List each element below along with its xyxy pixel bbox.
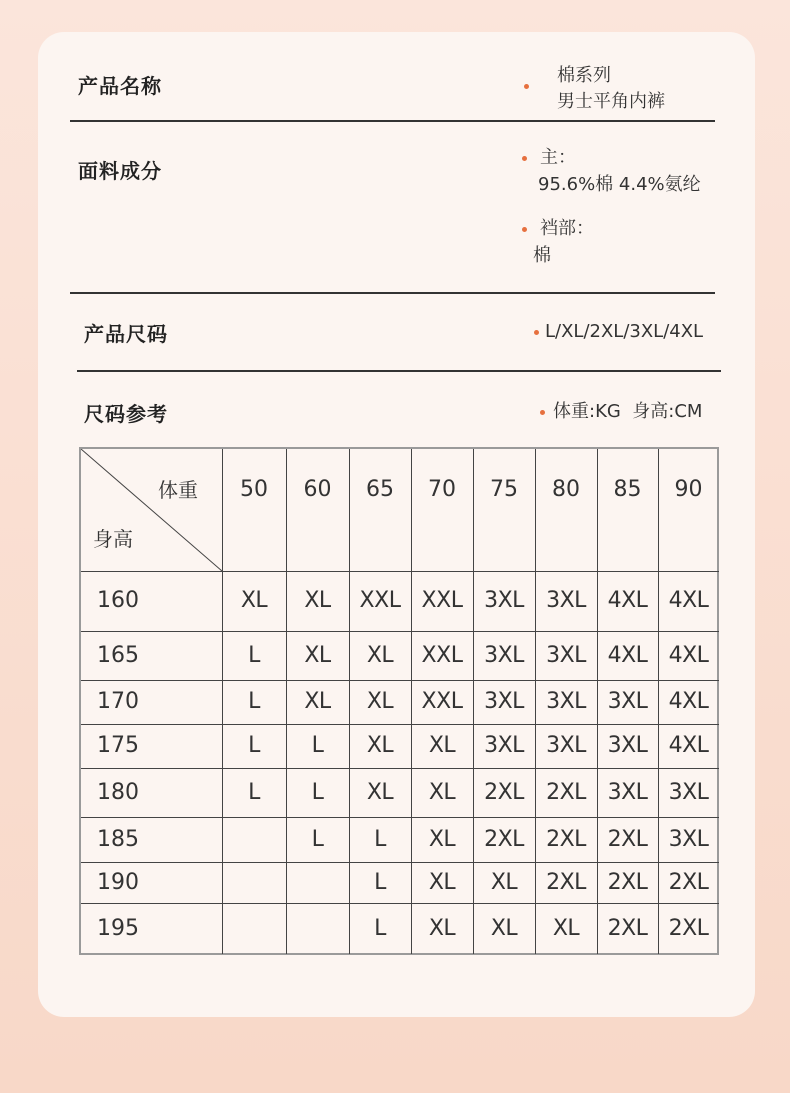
weight-header: 70 xyxy=(428,477,456,502)
size-label: 产品尺码 xyxy=(84,322,168,346)
size-cell: XL xyxy=(366,779,394,805)
size-cell: 3XL xyxy=(484,689,524,714)
size-cell: L xyxy=(311,779,324,805)
height-row-header: 190 xyxy=(97,869,139,895)
fabric-label: 面料成分 xyxy=(78,159,162,183)
size-cell: XL xyxy=(240,588,268,613)
table-row-divider xyxy=(81,768,719,769)
size-value: L/XL/2XL/3XL/4XL xyxy=(545,321,704,342)
size-cell: XL xyxy=(428,733,456,758)
table-row-divider xyxy=(81,903,719,904)
size-cell: 4XL xyxy=(607,588,648,613)
weight-header: 85 xyxy=(613,477,642,502)
weight-header: 65 xyxy=(366,477,394,502)
size-cell: 2XL xyxy=(607,915,648,941)
divider xyxy=(70,292,715,294)
size-cell: XL xyxy=(304,689,331,714)
bullet-icon xyxy=(540,410,545,415)
size-cell: XL xyxy=(304,642,331,668)
corner-weight-label: 体重 xyxy=(158,478,198,502)
size-cell: 3XL xyxy=(607,779,648,805)
size-cell: XL xyxy=(490,915,518,941)
height-row-header: 175 xyxy=(97,733,139,758)
divider xyxy=(70,120,715,122)
size-cell: 3XL xyxy=(546,733,586,758)
size-cell: 4XL xyxy=(668,733,709,758)
size-cell: XL xyxy=(304,588,331,613)
fabric-crotch-title: 裆部： xyxy=(540,218,594,239)
size-cell: L xyxy=(311,733,324,758)
weight-header: 80 xyxy=(552,477,580,502)
size-ref-label: 尺码参考 xyxy=(84,402,168,426)
height-row-header: 185 xyxy=(97,826,139,852)
product-name-line-1: 棉系列 xyxy=(557,65,611,86)
size-cell: 3XL xyxy=(607,733,648,758)
size-cell: XL xyxy=(366,689,394,714)
size-cell: 2XL xyxy=(607,826,648,852)
table-row-divider xyxy=(81,862,719,863)
size-cell: 3XL xyxy=(484,642,524,668)
bullet-icon xyxy=(522,156,527,161)
fabric-crotch-value: 棉 xyxy=(533,245,551,266)
height-row-header: 195 xyxy=(97,915,139,941)
height-row-header: 170 xyxy=(97,689,139,714)
table-row-divider xyxy=(81,680,719,681)
fabric-main-value: 95.6%棉 4.4%氨纶 xyxy=(538,174,701,195)
size-cell: XXL xyxy=(421,689,463,714)
size-cell: 2XL xyxy=(668,869,709,895)
size-cell: L xyxy=(248,779,260,805)
size-cell: 4XL xyxy=(668,642,709,668)
size-cell: 2XL xyxy=(484,779,524,805)
size-cell: XL xyxy=(366,642,394,668)
size-cell: 3XL xyxy=(546,642,586,668)
weight-header: 50 xyxy=(240,477,268,502)
size-cell: 4XL xyxy=(668,588,709,613)
size-cell: L xyxy=(374,915,386,941)
size-cell: XXL xyxy=(421,588,463,613)
size-cell: 3XL xyxy=(668,779,709,805)
size-cell: XL xyxy=(428,869,456,895)
weight-header: 90 xyxy=(674,477,703,502)
size-cell: 2XL xyxy=(546,869,586,895)
size-cell: XL xyxy=(490,869,518,895)
fabric-main-title: 主： xyxy=(540,147,576,168)
table-row-divider xyxy=(81,571,719,572)
height-row-header: 165 xyxy=(97,642,139,668)
size-cell: XL xyxy=(366,733,394,758)
size-cell: XL xyxy=(428,779,456,805)
size-cell: 4XL xyxy=(607,642,648,668)
corner-height-label: 身高 xyxy=(93,527,133,551)
size-cell: L xyxy=(374,869,386,895)
product-name-line-2: 男士平角内裤 xyxy=(557,91,665,112)
size-cell: XL xyxy=(428,826,456,852)
divider xyxy=(77,370,721,372)
size-cell: 3XL xyxy=(484,588,524,613)
size-cell: L xyxy=(248,733,260,758)
size-cell: XL xyxy=(428,915,456,941)
table-row-divider xyxy=(81,724,719,725)
size-cell: 2XL xyxy=(546,779,586,805)
size-cell: L xyxy=(311,826,324,852)
bullet-icon xyxy=(522,227,527,232)
size-cell: L xyxy=(248,642,260,668)
product-name-label: 产品名称 xyxy=(78,74,162,98)
size-cell: 2XL xyxy=(484,826,524,852)
size-cell: XXL xyxy=(421,642,463,668)
size-cell: 3XL xyxy=(607,689,648,714)
size-cell: 4XL xyxy=(668,689,709,714)
size-cell: XL xyxy=(552,915,580,941)
weight-header: 60 xyxy=(303,477,332,502)
bullet-icon xyxy=(534,330,539,335)
size-cell: 3XL xyxy=(546,588,586,613)
size-cell: L xyxy=(374,826,386,852)
size-cell: 3XL xyxy=(546,689,586,714)
size-cell: 2XL xyxy=(546,826,586,852)
height-row-header: 160 xyxy=(97,588,139,613)
bullet-icon xyxy=(524,84,529,89)
weight-header: 75 xyxy=(490,477,518,502)
height-row-header: 180 xyxy=(97,779,139,805)
size-cell: 3XL xyxy=(668,826,709,852)
table-row-divider xyxy=(81,631,719,632)
size-ref-value: 体重:KG 身高:CM xyxy=(553,401,703,422)
size-cell: 2XL xyxy=(668,915,709,941)
corner-diagonal xyxy=(81,449,222,571)
size-cell: L xyxy=(248,689,260,714)
table-row-divider xyxy=(81,817,719,818)
size-cell: 2XL xyxy=(607,869,648,895)
size-cell: XXL xyxy=(359,588,401,613)
size-cell: 3XL xyxy=(484,733,524,758)
